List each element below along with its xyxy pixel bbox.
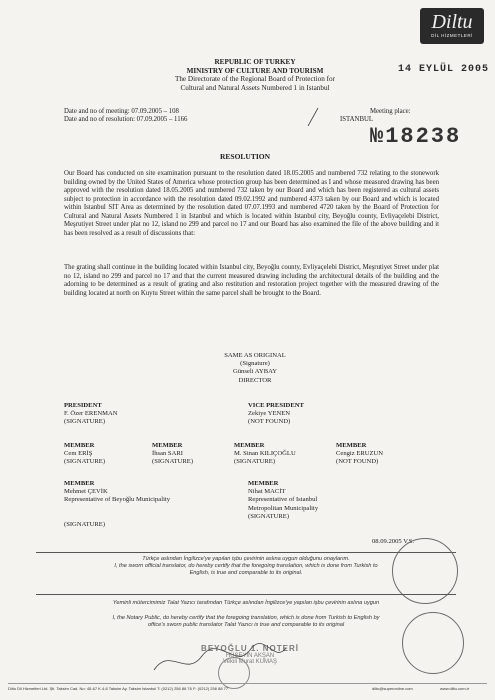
vice-president-name: Zekiye YENEN bbox=[248, 410, 291, 418]
serial-number-stamp: №18238 bbox=[370, 124, 462, 149]
logo-subtext: DİL HİZMETLERİ bbox=[431, 33, 473, 38]
member-name: Cengiz ERUZUN bbox=[336, 450, 384, 458]
document-header bbox=[130, 58, 380, 92]
cert-divider bbox=[36, 594, 456, 595]
member-block bbox=[336, 442, 383, 467]
cert-turkish-line: Türkçe aslından İngilizce'ye yapılan işbu çevirinin aslına uygun olduğunu onaylarım. bbox=[142, 556, 350, 562]
notary-turkish-line: Yeminli mütercimimiz Talat Yazıcı tarafından Türkçe aslından İngilizce'ye yapılan işbu çevirinin aslına uygun bbox=[112, 600, 380, 606]
cert-divider bbox=[36, 552, 456, 553]
footer-website: www.diltu.com.tr bbox=[440, 686, 470, 691]
translation-date: 08.09.2005 V.S. bbox=[372, 538, 415, 545]
notary-english-line-2: office's sworn public translator Talat Yazıcı is true and comparable to its original bbox=[147, 622, 345, 628]
resolution-date: Date and no of resolution: 07.09.2005 – 1166 bbox=[64, 116, 188, 123]
president-block bbox=[64, 402, 118, 427]
cert-english-line-2: English, is true and comparable to its original. bbox=[189, 570, 303, 576]
notary-certification bbox=[36, 600, 456, 629]
member-block bbox=[64, 442, 105, 467]
member-name: Nihat MACİT bbox=[248, 488, 286, 496]
member-name: Cem ERİŞ bbox=[64, 450, 93, 458]
header-country: REPUBLIC OF TURKEY bbox=[214, 58, 296, 66]
member-title: MEMBER bbox=[152, 442, 183, 449]
header-ministry: MINISTRY OF CULTURE AND TOURISM bbox=[186, 66, 324, 75]
director-title: DIRECTOR bbox=[238, 376, 272, 384]
diltu-logo bbox=[420, 8, 484, 44]
member-block bbox=[152, 442, 193, 467]
member-title: MEMBER bbox=[64, 480, 95, 487]
director-name: Günseli AYBAY bbox=[232, 368, 278, 376]
meeting-date: Date and no of meeting: 07.09.2005 – 108 bbox=[64, 108, 179, 115]
vice-president-block bbox=[248, 402, 304, 427]
president-name: F. Özer ERENMAN bbox=[64, 410, 118, 418]
president-signature: (SIGNATURE) bbox=[64, 418, 106, 426]
member-signature: (SIGNATURE) bbox=[248, 512, 290, 520]
member-title: MEMBER bbox=[234, 442, 265, 449]
member-municipality-block bbox=[64, 480, 170, 529]
notary-name: HÜSEYİN AKŞAN bbox=[225, 653, 275, 659]
member-name: Mehmet ÇEVİK bbox=[64, 488, 108, 496]
diltu-round-stamp bbox=[402, 612, 464, 674]
footer-email: diltu@superonline.com bbox=[372, 686, 413, 691]
member-signature: (SIGNATURE) bbox=[152, 458, 194, 466]
member-title: MEMBER bbox=[336, 442, 367, 449]
director-signature: (Signature) bbox=[240, 360, 270, 368]
notary-signature bbox=[150, 640, 290, 682]
member-name: İhsan SARI bbox=[152, 450, 183, 458]
member-metropolitan-block bbox=[248, 480, 318, 521]
same-as-original: SAME AS ORIGINAL bbox=[224, 352, 286, 359]
member-role: Representative of Beyoğlu Municipality bbox=[64, 496, 171, 504]
footer-divider bbox=[8, 683, 487, 684]
president-title: PRESIDENT bbox=[64, 402, 102, 409]
meeting-place-label: Meeting place: bbox=[370, 108, 411, 115]
meeting-place-value: ISTANBUL bbox=[340, 116, 374, 123]
footer-address: Diltu Dil Hizmetleri Ltd. Şti. Taksim Cad. No: 45-67 K.4-6 Taksim Ay. Taksim İstanbul T: (0212) 256 88 76 F: (0212) 256 88 77 bbox=[8, 686, 229, 691]
vice-president-title: VICE PRESIDENT bbox=[248, 402, 304, 409]
member-title: MEMBER bbox=[64, 442, 95, 449]
member-name: M. Sinan KILIÇOĞLU bbox=[234, 450, 296, 458]
cert-english-line: I, the sworn official translator, do hereby certify that the foregoing translation, which is done from Turkish to bbox=[114, 563, 378, 569]
header-board: Cultural and Natural Assets Numbered 1 in Istanbul bbox=[180, 83, 330, 92]
member-signature: (SIGNATURE) bbox=[64, 458, 106, 466]
notary-deputy: Vekili Murat KUMAŞ bbox=[222, 659, 277, 665]
resolution-paragraph-2: The grating shall continue in the building located within Istanbul city, Beyoğlu county, Evliyaçelebi District, Meşrutiyet Street under plat no 12, island no 299 and parcel no 17 and that the current measured drawing including the architectural details of the building and the adorning to be determined as a result of grating and also restitution and restoration project together with the measured drawing of the building located at north on Kuytu Street within the same parcel shall be brought to the Board. bbox=[64, 264, 439, 297]
member-signature: (SIGNATURE) bbox=[234, 458, 276, 466]
resolution-paragraph-1: Our Board has conducted on site examination pursuant to the resolution dated 18.05.2005 and numbered 732 relating to the stonework building owned by the United States of America whose protection group has been determined as I and whose measured drawing has been approved with the resolution dated 18.05.2005 and numbered 732 taken by our Board and which has been registered as cultural assets subject to protection in accordance with the resolution dated 09.02.1992 and numbered 4373 taken by our Board and which is located within Istanbul SIT Area as determined by the resolution dated 07.07.1993 and numbered 4720 taken by the Board of Protection for Cultural and Natural Assets Numbered 1 in Istanbul and which is located within Istanbul city, Beyoğlu county, Evliyaçelebi District, Meşrutiyet Street under plat no 12, island no 299 and parcel no 17 and our Board has also examined the file of the above building and it has been resolved as a result of discussions that: bbox=[64, 170, 439, 237]
received-date-stamp: 14 EYLÜL 2005 bbox=[398, 64, 490, 75]
member-block bbox=[234, 442, 296, 467]
member-role: Representative of Istanbul bbox=[248, 496, 318, 504]
member-role: Metropolitan Municipality bbox=[248, 504, 319, 512]
notary-office: BEYOĞLU 1. NOTERİ bbox=[201, 644, 299, 653]
slash-mark bbox=[300, 106, 324, 128]
director-block bbox=[180, 352, 330, 385]
member-signature: (NOT FOUND) bbox=[336, 458, 379, 466]
vice-president-signature: (NOT FOUND) bbox=[248, 418, 291, 426]
member-signature: (SIGNATURE) bbox=[64, 520, 106, 528]
header-directorate: The Directorate of the Regional Board of Protection for bbox=[174, 75, 336, 84]
logo-text: Diltu bbox=[431, 11, 473, 33]
member-title: MEMBER bbox=[248, 480, 279, 487]
notary-english-line: I, the Notary Public, do hereby certify that the foregoing translation, which is done from Turkish to English by bbox=[112, 615, 380, 621]
resolution-heading: RESOLUTION bbox=[220, 152, 271, 161]
